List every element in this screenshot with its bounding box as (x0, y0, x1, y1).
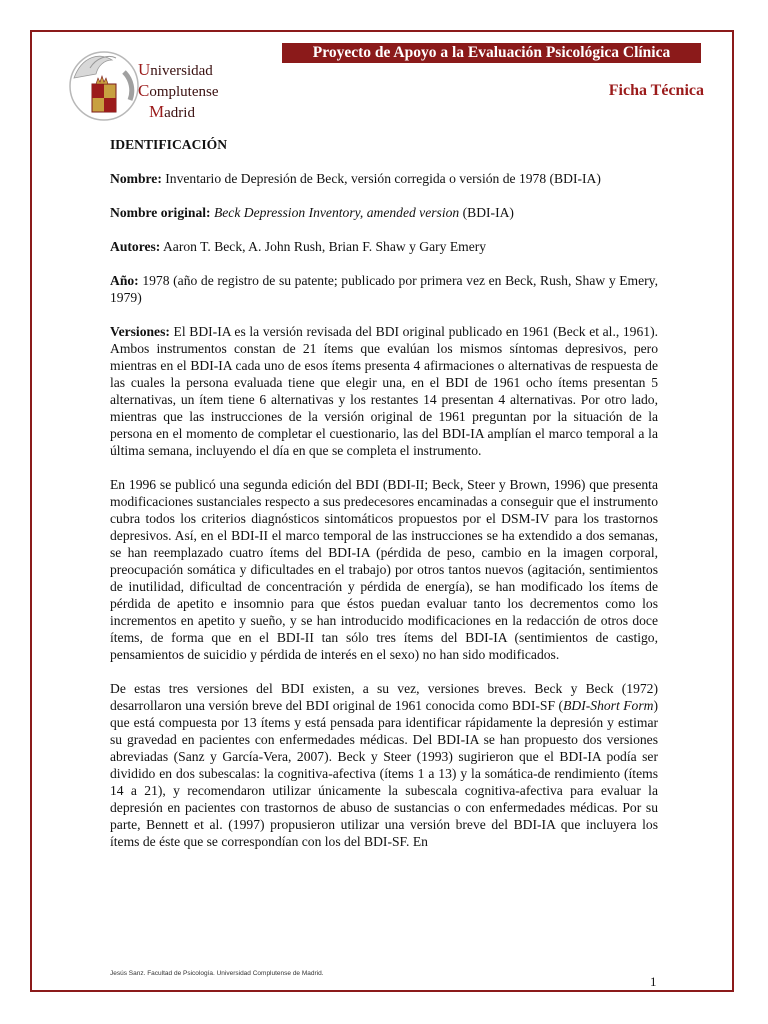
field-anio (110, 272, 658, 306)
autores-value: Aaron T. Beck, A. John Rush, Brian F. Shaw y Gary Emery (160, 239, 487, 254)
nombre-value: Inventario de Depresión de Beck, versión corregida o versión de 1978 (BDI-IA) (161, 171, 601, 186)
project-title-banner: Proyecto de Apoyo a la Evaluación Psicológica Clínica (282, 43, 701, 63)
section-heading: IDENTIFICACIÓN (110, 137, 228, 152)
anio-label: Año: (110, 273, 139, 288)
versiones-value: El BDI-IA es la versión revisada del BDI original publicado en 1961 (Beck et al., 1961). Ambos instrumentos constan de 21 ítems que evalúan los mismos síntomas depresivos, pero mientras en el BDI-IA cada uno de esos ítems presenta 4 afirmaciones o alternativas de respuesta de las cuales la persona evaluada tiene que elegir una, en el BDI de 1961 ocho ítems presentan 5 alternativas, un ítem tiene 6 alternativas y los restantes 14 presentan 4 alternativas. Por otro lado, mientras que las instrucciones de la versión original de 1961 preguntan por la situación de la persona en el momento de completar el cuestionario, las del BDI-IA amplían el marco temporal a la última semana, incluyendo el día en que se completa el instrumento. (110, 324, 658, 458)
university-crest-icon (60, 48, 142, 126)
uni-initial-m: M (149, 102, 165, 121)
para3-italic: BDI-Short Form (563, 698, 654, 713)
para3-end: ) que está compuesta por 13 ítems y está pensada para identificar rápidamente la depresión y estimar su gravedad en pacientes con enfermedades médicas. Del BDI-IA se han propuesto dos versiones abreviadas (Sanz y García-Vera, 2007). Beck y Steer (1993) sugirieron que el BDI-IA podía ser dividido en dos subescalas: la cognitiva-afectiva (ítems 1 a 13) y la somática-de rendimiento (ítems 14 a 21), y recomendaron utilizar únicamente la subescala cognitiva-afectiva para evaluar la depresión en pacientes con trastornos de abuso de sustancias o con enfermedades médicas. Por su parte, Bennett et al. (1997) propusieron utilizar una versión breve del BDI-IA que incluyera los ítems de éste que se correspondían con los del BDI-SF. En (110, 698, 658, 849)
original-italic: Beck Depression Inventory, amended version (210, 205, 460, 220)
field-nombre (110, 170, 658, 187)
uni-rest-1: niversidad (150, 63, 213, 79)
field-nombre-original (110, 204, 658, 221)
footer-credit: Jesús Sanz. Facultad de Psicología. Universidad Complutense de Madrid. (110, 970, 324, 977)
nombre-label: Nombre: (110, 171, 162, 186)
section-title: Ficha Técnica (608, 82, 704, 99)
original-rest: (BDI-IA) (459, 205, 514, 220)
uni-rest-2: omplutense (149, 84, 219, 100)
university-name (138, 60, 219, 123)
original-label: Nombre original: (110, 205, 211, 220)
paragraph-short-versions (110, 680, 658, 850)
autores-label: Autores: (110, 239, 161, 254)
field-autores (110, 238, 658, 255)
page-number: 1 (650, 974, 657, 989)
anio-value: 1978 (año de registro de su patente; publicado por primera vez en Beck, Rush, Shaw y Emery, 1979) (110, 273, 658, 305)
uni-initial-c: C (138, 81, 150, 100)
uni-initial-u: U (138, 60, 151, 79)
field-versiones (110, 323, 658, 459)
document-body (110, 136, 658, 867)
versiones-label: Versiones: (110, 324, 170, 339)
para3-start: De estas tres versiones del BDI existen, a su vez, versiones breves. Beck y Beck (1972) desarrollaron una versión breve del BDI original de 1961 conocida como BDI-SF ( (110, 681, 658, 713)
uni-rest-3: adrid (164, 105, 195, 121)
paragraph-bdi-ii: En 1996 se publicó una segunda edición del BDI (BDI-II; Beck, Steer y Brown, 1996) que presenta modificaciones sustanciales respecto a sus predecesores encaminadas a conseguir que el instrumento cubra todos los criterios diagnósticos sintomáticos propuestos por el DSM-IV para los trastornos depresivos. Así, en el BDI-II el marco temporal de las instrucciones se ha extendido a dos semanas, se han reemplazado cuatro ítems del BDI-IA (pérdida de peso, cambio en la imagen corporal, preocupación somática y dificultades en el trabajo) por otros tantos nuevos (agitación, sentimientos de inutilidad, dificultad de concentración y pérdida de energía), se han modificado los ítems de pérdida de apetito e insomnio para que éstos puedan evaluar tanto los decrementos como los incrementos en apetito y sueño, y se han introducido modificaciones en la redacción de otros doce ítems, de forma que en el BDI-II tan sólo tres ítems del BDI-IA (sentimientos de castigo, pensamientos de suicidio y pérdida de interés en el sexo) no han sido modificados. (110, 477, 658, 662)
